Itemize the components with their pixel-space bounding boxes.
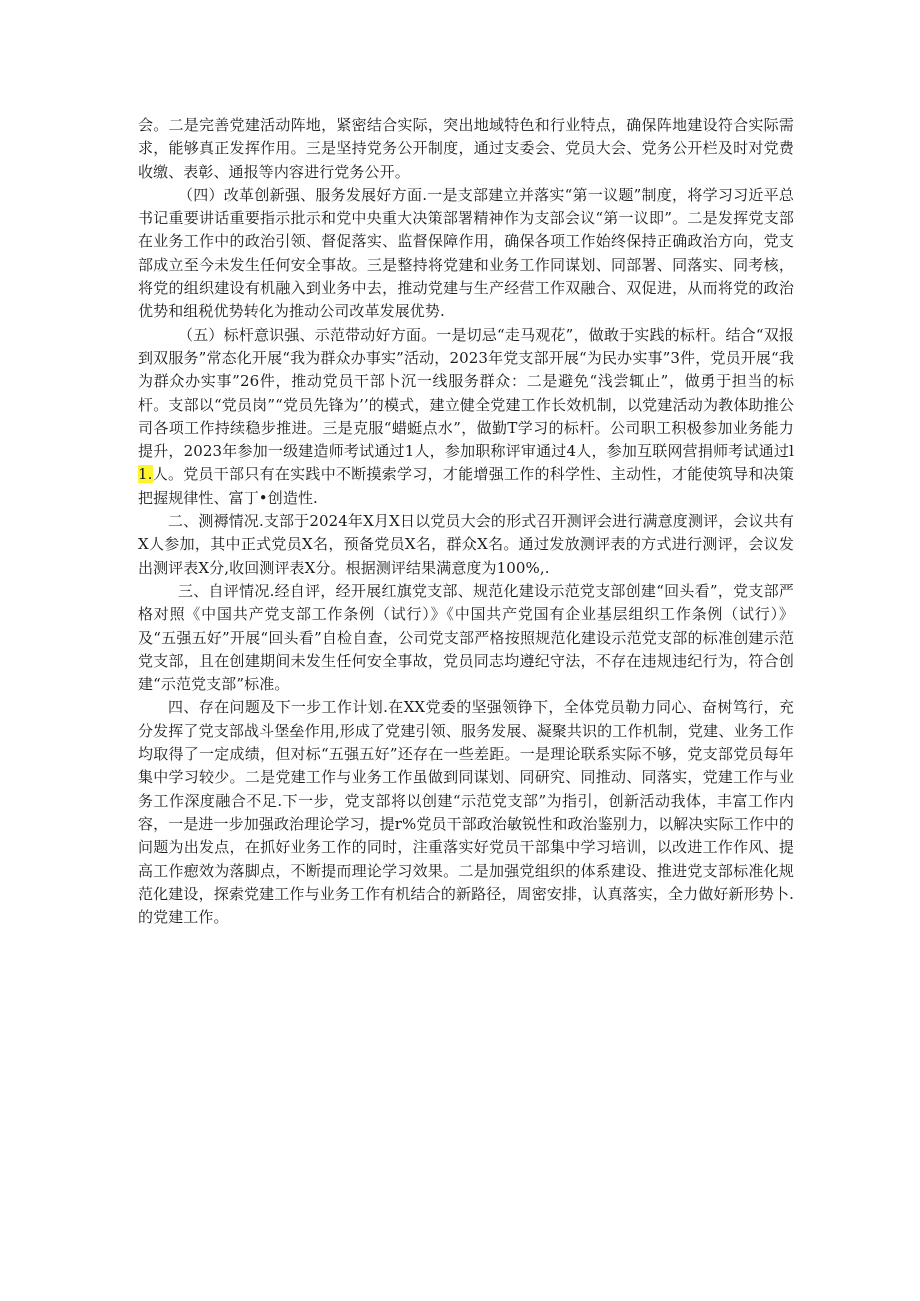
paragraph-1-text: 会。二是完善党建活动阵地，紧密结合实际，突出地域特色和行业特点，确保阵地建设符合实际需求，能够真正发挥作用。三是坚持党务公开制度，通过支委会、党员大会、党务公开栏及时对党费收缴、表彰、通报等内容进行党务公开。	[138, 116, 794, 181]
document-body	[138, 114, 794, 929]
paragraph-4-text: 二、测褥情况.支部于2024年X月X日以党员大会的形式召开测评会进行满意度测评，会议共有X人参加，其中正式党员X名，预备党员X名，群众X名。通过发放测评表的方式进行测评，会议发出测评表X分,收回测评表X分。根据测评结果满意度为100%,.	[138, 512, 794, 577]
paragraph-benchmark	[138, 324, 794, 510]
paragraph-3-text-b: 人。党员干部只有在实践中不断摸索学习，才能增强工作的科学性、主动性，才能使筑导和决策把握规律性、富丁•创造性.	[138, 465, 794, 507]
paragraph-1	[138, 114, 794, 184]
paragraph-problems-plan	[138, 696, 794, 929]
paragraph-6-text: 四、存在问题及下一步工作计划.在XX党委的坚强领铮下，全体党员勒力同心、奋树笃行，充分发挥了党支部战斗堡垒作用,形成了党建引领、服务发展、凝聚共识的工作机制，党建、业务工作均取得了一定成绩，但对标“五强五好”还存在一些差距。一是理论联系实际不够，党支部党员每年集中学习较少。二是党建工作与业务工作虽做到同谋划、同研究、同推动、同落实，党建工作与业务工作深度融合不足.下一步，党支部将以创建“示范党支部”为指引，创新活动我体，丰富工作内容，一是进一步加强政治理论学习，提r%党员干部政治敏锐性和政治鉴别力，以解决实际工作中的问题为出发点，在抓好业务工作的同时，注重落实好党员干部集中学习培训，以改进工作作风、提高工作瘛效为落脚点，不断提而理论学习效果。二是加强党组织的体系建设、推进党支部标准化规范化建设，探索党建工作与业务工作有机结合的新路径，周密安排，认真落实，全力做好新形势卜.的党建工作。	[138, 698, 794, 927]
highlighted-text: 1.	[138, 465, 153, 484]
paragraph-3-text-a: （五）标杆意识强、示范带动好方面。一是切忌“走马观花”，做敢于实践的标杆。结合“双报到双服务”常态化开展“我为群众办事实”活动，2023年党支部开展“为民办实事”3件，党员开展“我为群众办实事”26件，推动党员干部卜沉一线服务群众：二是避免“浅尝辄止”，做勇于担当的标杆。支部以“党员岗”“党员先锋为’’的模式，建立健全党建工作长效机制，以党建活动为教体助推公司各项工作持续稳步推进。三是克服“蜡蜓点水”，做勤T学习的标杆。公司职工积极参加业务能力提升，2023年参加一级建造师考试通过1人，参加职称评审通过4人，参加互联网营捐师考试通过l	[138, 325, 794, 461]
paragraph-reform-innovation	[138, 184, 794, 324]
paragraph-evaluation	[138, 510, 794, 580]
paragraph-5-text: 三、自评情况.经自评，经开展红旗党支部、规范化建设示范党支部创建“回头看”，党支部严格对照《中国共产党支部工作条例（试行）》《中国共产党国有企业基层组织工作条例（试行）》及“五强五好”开展“回头看”自检自查，公司党支部严格按照规范化建设示范党支部的标准创建示范党支部，且在创建期间未发生任何安全事故，党员同志均遵纪守法，不存在违规违纪行为，符合创建“示范党支部”标准。	[138, 581, 794, 694]
paragraph-2-text: （四）改革创新强、服务发展好方面.一是支部建立并落实“第一议题”制度，将学习习近平总书记重要讲话重要指示批示和党中央重大决策部署精神作为支部会议“第一议即”。二是发挥党支部在业务工作中的政治引领、督促落实、监督保障作用，确保各项工作始终保持正确政治方向，党支部成立至今未发生任何安全事故。三是整持将党建和业务工作同谋划、同部署、同落实、同考核，将党的组织建设有机融入到业务中去，推动党建与生产经营工作双融合、双促进，从而将党的政治优势和组税优势转化为推动公司改革发展优势.	[138, 185, 794, 321]
paragraph-self-assessment	[138, 580, 794, 696]
